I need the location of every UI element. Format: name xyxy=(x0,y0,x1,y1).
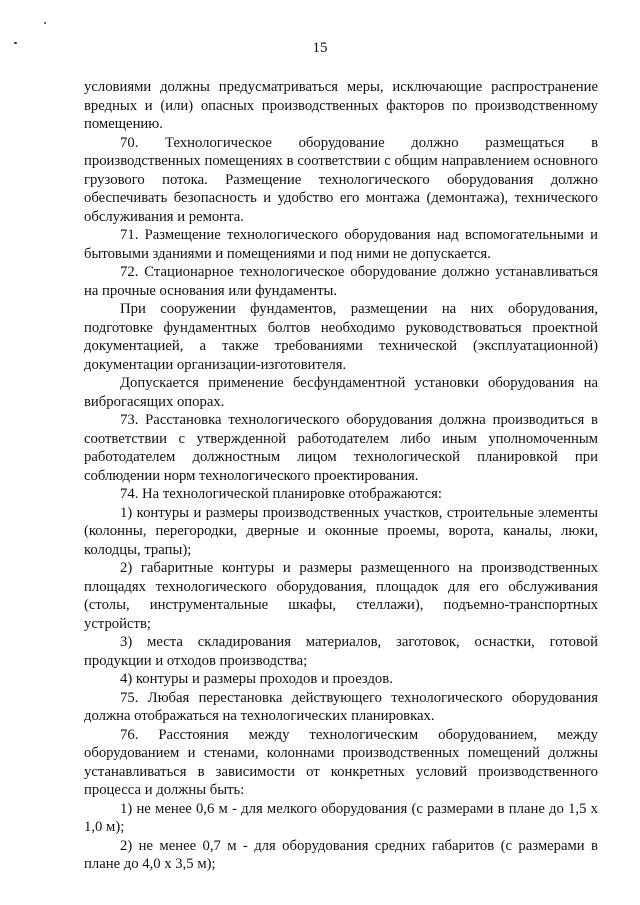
paragraph-73: 73. Расстановка технологического оборудования должна производиться в соответствии с утвержденной работодателем либо иным уполномоченным работодателем должностным лицом технологической планировкой при соблюдении норм технологического проектирования. xyxy=(84,412,598,484)
paragraph-70: 70. Технологическое оборудование должно размещаться в производственных помещениях в соответствии с общим направлением основного грузового потока. Размещение технологического оборудования должно обеспечивать безопасность и удобство его монтажа (демонтажа), технического обслуживания и ремонта. xyxy=(84,134,598,225)
paragraph-76: 76. Расстояния между технологическим оборудованием, между оборудованием и стенами, колоннами производственных помещений должны устанавливаться в зависимости от конкретных условий производственного процесса и должны быть: xyxy=(84,726,598,798)
list-item-76-2: 2) не менее 0,7 м - для оборудования средних габаритов (с размерами в плане до 4,0 x 3,5 м); xyxy=(84,837,598,872)
list-item-74-4: 4) контуры и размеры проходов и проездов. xyxy=(120,671,393,687)
list-item-74-2: 2) габаритные контуры и размеры размещенного на производственных площадях технологического оборудования, площадок для его обслуживания (столы, инструментальные шкафы, стеллажи), подъемно-транспортных устройств; xyxy=(84,560,598,632)
page-number: 15 xyxy=(312,40,328,56)
paragraph-72: 72. Стационарное технологическое оборудование должно устанавливаться на прочные основания или фундаменты. xyxy=(84,264,598,299)
paragraph-continuation: условиями должны предусматриваться меры, исключающие распространение вредных и (или) опасных производственных факторов по производственному помещению. xyxy=(84,79,598,132)
paragraph-75: 75. Любая перестановка действующего технологического оборудования должна отображаться на технологических планировках. xyxy=(84,689,598,724)
paragraph-no-foundation: Допускается применение бесфундаментной установки оборудования на виброгасящих опорах. xyxy=(84,375,598,410)
list-item-76-1: 1) не менее 0,6 м - для мелкого оборудования (с размерами в плане до 1,5 x 1,0 м); xyxy=(84,800,598,835)
paragraph-74: 74. На технологической планировке отображаются: xyxy=(120,486,443,502)
list-item-74-3: 3) места складирования материалов, заготовок, оснастки, готовой продукции и отходов производства; xyxy=(84,634,598,669)
list-item-74-1: 1) контуры и размеры производственных участков, строительные элементы (колонны, перегородки, дверные и оконные проемы, ворота, каналы, люки, колодцы, трапы); xyxy=(84,504,598,558)
document-body xyxy=(84,78,598,874)
paragraph-71: 71. Размещение технологического оборудования над вспомогательными и бытовыми зданиями и помещениями и под ними не допускается. xyxy=(84,227,598,262)
scan-artifact-mark xyxy=(44,22,46,24)
paragraph-foundations: При сооружении фундаментов, размещении на них оборудования, подготовке фундаментных болтов необходимо руководствоваться проектной документацией, а также требованиями технической (эксплуатационной) документации организации-изготовителя. xyxy=(84,301,598,373)
